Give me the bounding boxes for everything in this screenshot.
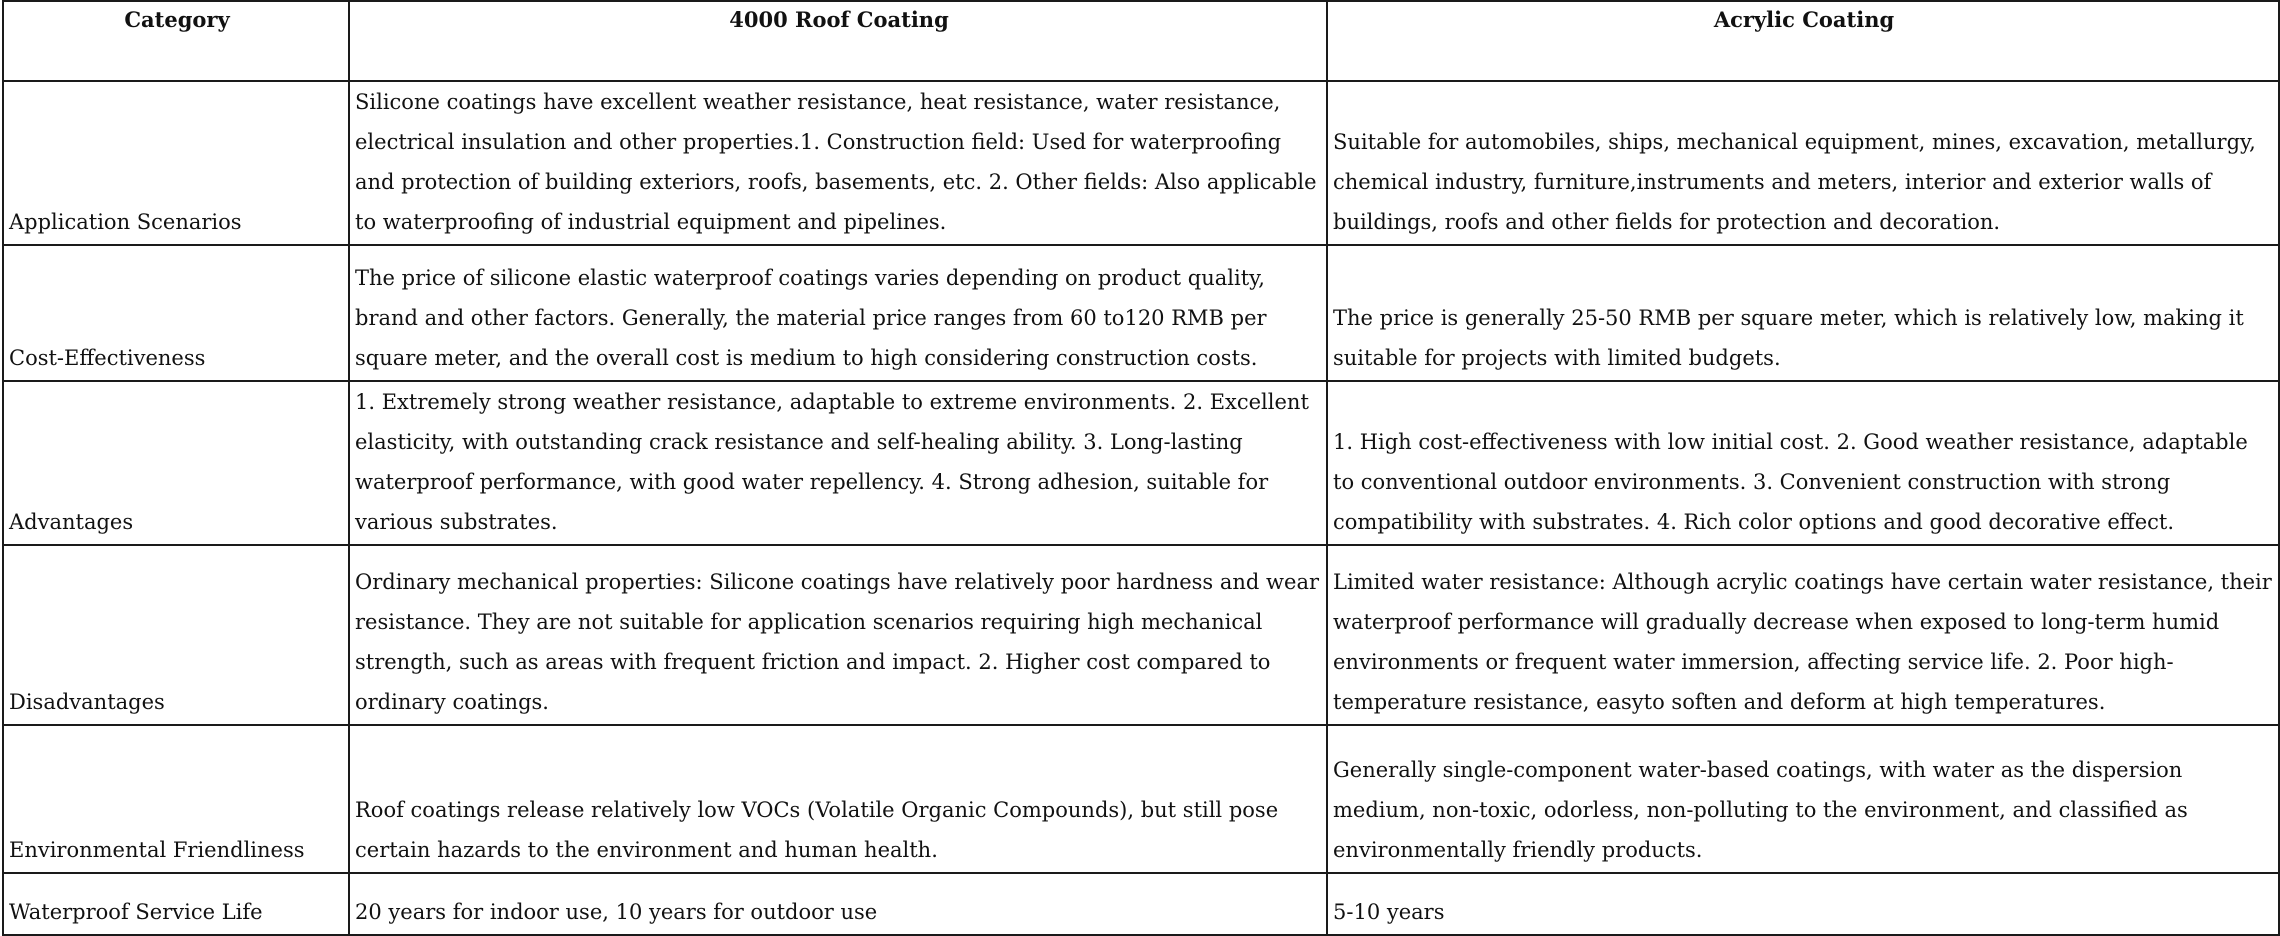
table-row [3, 381, 2279, 545]
acrylic-coating-text: 5-10 years [1333, 900, 1445, 924]
acrylic-coating-cell [1327, 81, 2279, 245]
category-label: Environmental Friendliness [9, 838, 305, 862]
acrylic-coating-cell [1327, 245, 2279, 381]
roof-coating-text: Silicone coatings have excellent weather resistance, heat resistance, water resistance, electrical insulation and other properties.1. Construction field: Used for waterproofing and protection of building exteriors, roofs, basements, etc. 2. Other fields: Also applicable to waterproofing of industrial equipment and pipelines. [355, 90, 1317, 234]
category-label: Application Scenarios [9, 210, 242, 234]
roof-coating-text: 1. Extremely strong weather resistance, adaptable to extreme environments. 2. Excellent elasticity, with outstanding crack resistance and self-healing ability. 3. Long-lasting waterproof performance, with good water repellency. 4. Strong adhesion, suitable for various substrates. [355, 390, 1309, 534]
table-row [3, 725, 2279, 873]
table-row [3, 245, 2279, 381]
category-label: Waterproof Service Life [9, 900, 263, 924]
table-row [3, 545, 2279, 725]
header-acrylic-coating: Acrylic Coating [1327, 1, 2279, 81]
roof-coating-cell [349, 725, 1327, 873]
roof-coating-cell [349, 873, 1327, 935]
roof-coating-text: 20 years for indoor use, 10 years for outdoor use [355, 900, 878, 924]
acrylic-coating-text: Suitable for automobiles, ships, mechanical equipment, mines, excavation, metallurgy, chemical industry, furniture,instruments and meters, interior and exterior walls of buildings, roofs and other fields for protection and decoration. [1333, 130, 2256, 234]
table-row [3, 873, 2279, 935]
roof-coating-cell [349, 81, 1327, 245]
category-cell [3, 381, 349, 545]
acrylic-coating-text: Generally single-component water-based coatings, with water as the dispersion medium, non-toxic, odorless, non-polluting to the environment, and classified as environmentally friendly products. [1333, 758, 2188, 862]
category-cell [3, 545, 349, 725]
acrylic-coating-text: The price is generally 25-50 RMB per square meter, which is relatively low, making it suitable for projects with limited budgets. [1333, 306, 2244, 370]
table-row [3, 81, 2279, 245]
category-label: Advantages [9, 510, 134, 534]
category-label: Disadvantages [9, 690, 165, 714]
category-cell [3, 873, 349, 935]
acrylic-coating-text: 1. High cost-effectiveness with low initial cost. 2. Good weather resistance, adaptable to conventional outdoor environments. 3. Convenient construction with strong compatibility with substrates. 4. Rich color options and good decorative effect. [1333, 430, 2248, 534]
header-category: Category [3, 1, 349, 81]
roof-coating-text: Ordinary mechanical properties: Silicone coatings have relatively poor hardness and wear resistance. They are not suitable for application scenarios requiring high mechanical strength, such as areas with frequent friction and impact. 2. Higher cost compared to ordinary coatings. [355, 570, 1320, 714]
acrylic-coating-cell [1327, 725, 2279, 873]
comparison-table [2, 0, 2280, 936]
roof-coating-text: Roof coatings release relatively low VOCs (Volatile Organic Compounds), but still pose certain hazards to the environment and human health. [355, 798, 1279, 862]
roof-coating-text: The price of silicone elastic waterproof coatings varies depending on product quality, brand and other factors. Generally, the material price ranges from 60 to120 RMB per square meter, and the overall cost is medium to high considering construction costs. [355, 266, 1267, 370]
roof-coating-cell [349, 545, 1327, 725]
category-label: Cost-Effectiveness [9, 346, 206, 370]
category-cell [3, 725, 349, 873]
header-row [3, 1, 2279, 81]
category-cell [3, 245, 349, 381]
roof-coating-cell [349, 381, 1327, 545]
acrylic-coating-cell [1327, 381, 2279, 545]
acrylic-coating-cell [1327, 873, 2279, 935]
comparison-sheet [2, 0, 2278, 930]
roof-coating-cell [349, 245, 1327, 381]
category-cell [3, 81, 349, 245]
acrylic-coating-cell [1327, 545, 2279, 725]
header-roof-coating: 4000 Roof Coating [349, 1, 1327, 81]
acrylic-coating-text: Limited water resistance: Although acrylic coatings have certain water resistance, their waterproof performance will gradually decrease when exposed to long-term humid environments or frequent water immersion, affecting service life. 2. Poor high-temperature resistance, easyto soften and deform at high temperatures. [1333, 570, 2272, 714]
